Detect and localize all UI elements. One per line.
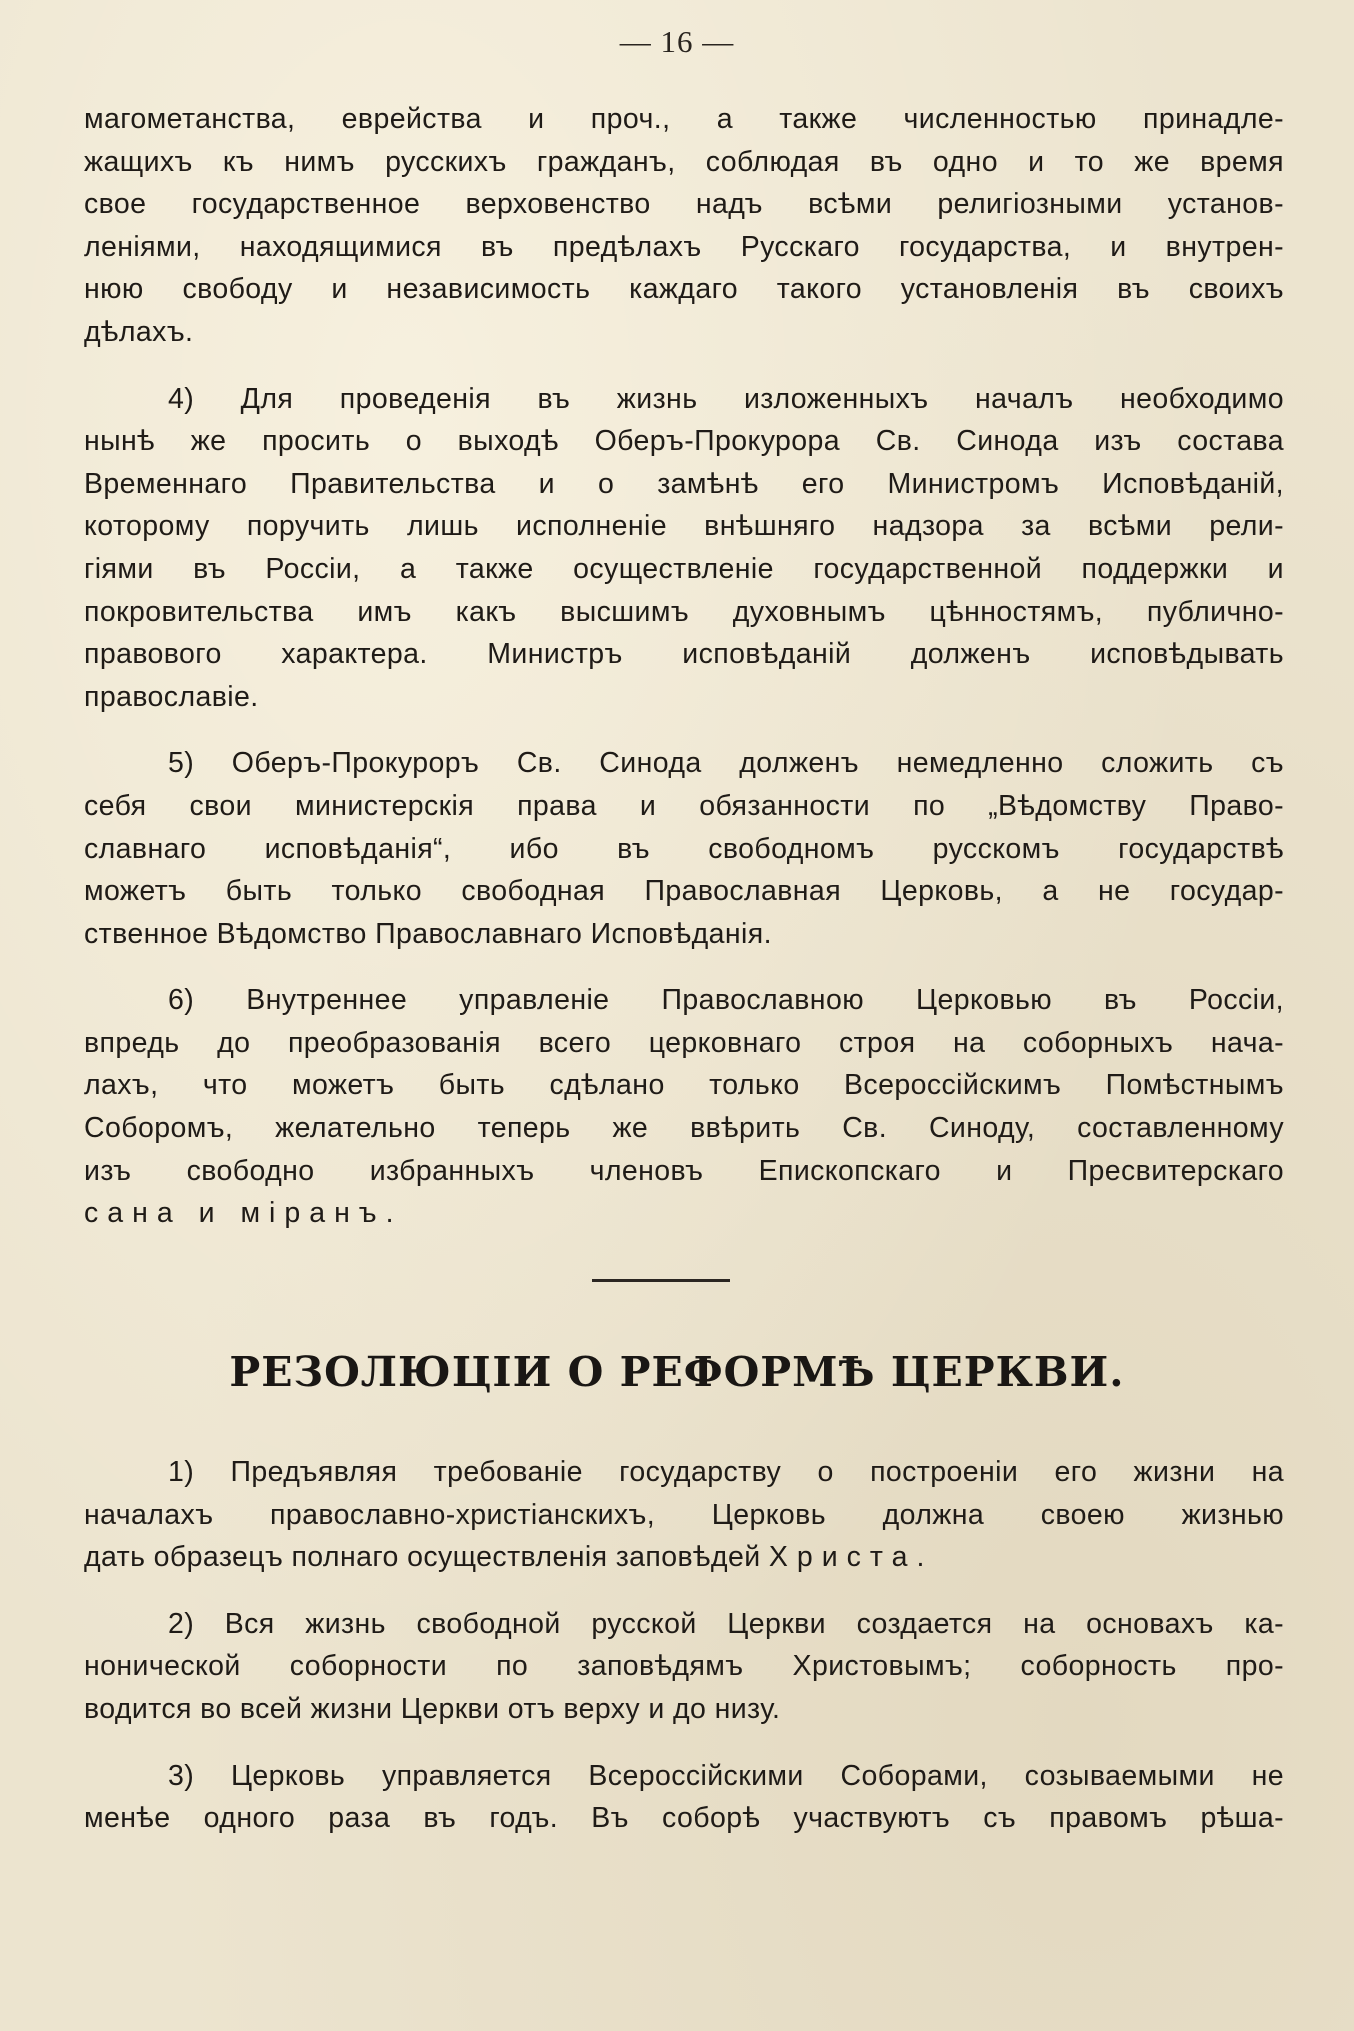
text-line: нынѣ же просить о выходѣ Оберъ-Прокурора Св. Синода изъ состава — [84, 425, 1284, 458]
text-line: дѣлахъ. — [84, 315, 194, 348]
paragraph-resolution-3 — [84, 1755, 1284, 1840]
text-line: леніями, находящимися въ предѣлахъ Русскаго государства, и внутрен- — [84, 230, 1284, 263]
section-divider — [592, 1279, 730, 1282]
text-line: сана и міранъ. — [84, 1197, 403, 1230]
text-line: себя свои министерскія права и обязанности по „Вѣдомству Право- — [84, 789, 1284, 822]
page-number: — 16 — — [619, 24, 735, 59]
section-heading: РЕЗОЛЮЦІИ О РЕФОРМѢ ЦЕРКВИ. — [229, 1348, 1125, 1396]
text-line: православіе. — [84, 680, 259, 713]
paragraph-item-5 — [84, 742, 1284, 955]
text-fragment: дать образецъ полнаго осуществленія заповѣдей — [84, 1541, 769, 1574]
text-line: 2) Вся жизнь свободной русской Церкви создается на основахъ ка- — [168, 1607, 1284, 1640]
emphasized-word: Христа. — [768, 1541, 934, 1574]
paragraph-item-4 — [84, 378, 1284, 719]
paragraph-continuation — [84, 98, 1284, 354]
body-text-lower — [84, 1451, 1284, 1840]
text-line: жащихъ къ нимъ русскихъ гражданъ, соблюдая въ одно и то же время — [84, 145, 1284, 178]
text-line: ственное Вѣдомство Православнаго Исповѣданія. — [84, 917, 772, 950]
text-line: гіями въ Россіи, а также осуществленіе государственной поддержки и — [84, 552, 1284, 585]
text-line: лахъ, что можетъ быть сдѣлано только Всероссійскимъ Помѣстнымъ — [84, 1069, 1284, 1102]
paragraph-resolution-2 — [84, 1603, 1284, 1731]
text-line: которому поручить лишь исполненіе внѣшняго надзора за всѣми рели- — [84, 510, 1284, 543]
text-line — [84, 1536, 1284, 1579]
text-line: Временнаго Правительства и о замѣнѣ его Министромъ Исповѣданій, — [84, 467, 1284, 500]
text-line: водится во всей жизни Церкви отъ верху и до низу. — [84, 1692, 781, 1725]
text-line: свое государственное верховенство надъ всѣми религіозными установ- — [84, 188, 1284, 221]
text-line: началахъ православно-христіанскихъ, Церковь должна своею жизнью — [84, 1498, 1284, 1531]
text-line: 3) Церковь управляется Всероссійскими Соборами, созываемыми не — [168, 1759, 1284, 1792]
text-line: Соборомъ, желательно теперь же ввѣрить Св. Синоду, составленному — [84, 1112, 1284, 1145]
text-line: нонической соборности по заповѣдямъ Христовымъ; соборность про- — [84, 1650, 1284, 1683]
text-line: магометанства, еврейства и проч., а также численностью принадле- — [84, 103, 1284, 135]
text-line: 1) Предъявляя требованіе государству о построеніи его жизни на — [168, 1456, 1284, 1488]
text-line: нюю свободу и независимость каждаго такого установленія въ своихъ — [84, 273, 1284, 306]
text-line: изъ свободно избранныхъ членовъ Епископскаго и Пресвитерскаго — [84, 1154, 1284, 1187]
text-line: правового характера. Министръ исповѣданій долженъ исповѣдывать — [84, 638, 1284, 671]
text-line: 6) Внутреннее управленіе Православною Церковью въ Россіи, — [168, 984, 1284, 1017]
text-line: менѣе одного раза въ годъ. Въ соборѣ участвуютъ съ правомъ рѣша- — [84, 1802, 1284, 1835]
text-line: покровительства имъ какъ высшимъ духовнымъ цѣнностямъ, публично- — [84, 595, 1284, 628]
paragraph-item-6 — [84, 979, 1284, 1235]
text-line: 5) Оберъ-Прокуроръ Св. Синода долженъ немедленно сложить съ — [168, 747, 1284, 780]
text-line: славнаго исповѣданія“, ибо въ свободномъ русскомъ государствѣ — [84, 832, 1284, 865]
text-line: впредь до преобразованія всего церковнаго строя на соборныхъ нача- — [84, 1026, 1284, 1059]
text-line: можетъ быть только свободная Православная Церковь, а не государ- — [84, 875, 1284, 908]
text-line: 4) Для проведенія въ жизнь изложенныхъ началъ необходимо — [168, 382, 1284, 415]
paragraph-resolution-1 — [84, 1451, 1284, 1579]
body-text-upper — [84, 98, 1284, 1235]
